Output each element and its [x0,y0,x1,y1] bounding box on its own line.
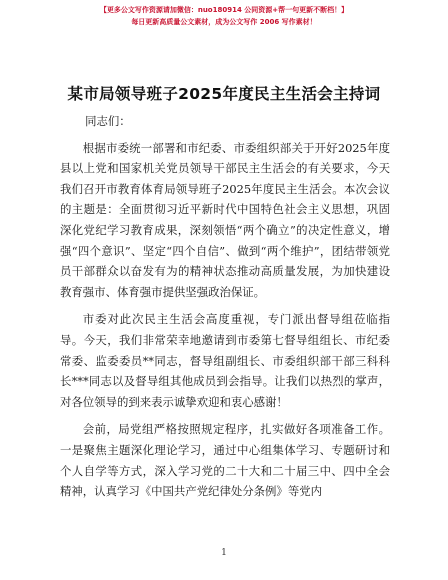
paragraph-1: 根据市委统一部署和市纪委、市委组织部关于开好2025年度县以上党和国家机关党员领导干部民主生活会的有关要求，今天我们召开市教育体育局领导班子2025年度民主生活会。本次会议的主题是：全面贯彻习近平新时代中国特色社会主义思想，巩固深化党纪学习教育成果，深刻领悟“两个确立”的决定性意义，增强“四个意识”、坚定“四个自信”、做到“两个维护”，团结带领党员干部群众以奋发有为的精神状态推动高质量发展，为加快建设教育强市、体育强市提供坚强政治保证。 [60,140,390,299]
promo-banner [0,4,448,28]
paragraph-2: 市委对此次民主生活会高度重视，专门派出督导组莅临指导。今天，我们非常荣幸地邀请到市委第七督导组组长、市纪委常委、监委委员**同志，督导组副组长、市委组织部干部三科科长***同志以及督导组其他成员到会指导。让我们以热烈的掌声，对各位领导的到来表示诚挚欢迎和衷心感谢！ [60,312,390,409]
salutation: 同志们： [85,114,131,128]
document-title: 某市局领导班子2025年度民主生活会主持词 [67,85,381,103]
document-body [60,111,390,509]
paragraph-3: 会前，局党组严格按照规定程序，扎实做好各项准备工作。一是聚焦主题深化理论学习，通过中心组集体学习、专题研讨和个人自学等方式，深入学习党的二十大和二十届三中、四中全会精神，认真学习《中国共产党纪律处分条例》等党内 [60,422,390,499]
promo-banner-line-2: 每日更新高质量公文素材，成为公文写作 2006 写作素材！ [131,18,317,26]
promo-banner-line-1: 【更多公文写作资源请加微信：nuo180914 公同资源+帮一句更新不断档！】 [99,6,349,14]
page-number: 1 [221,548,227,558]
